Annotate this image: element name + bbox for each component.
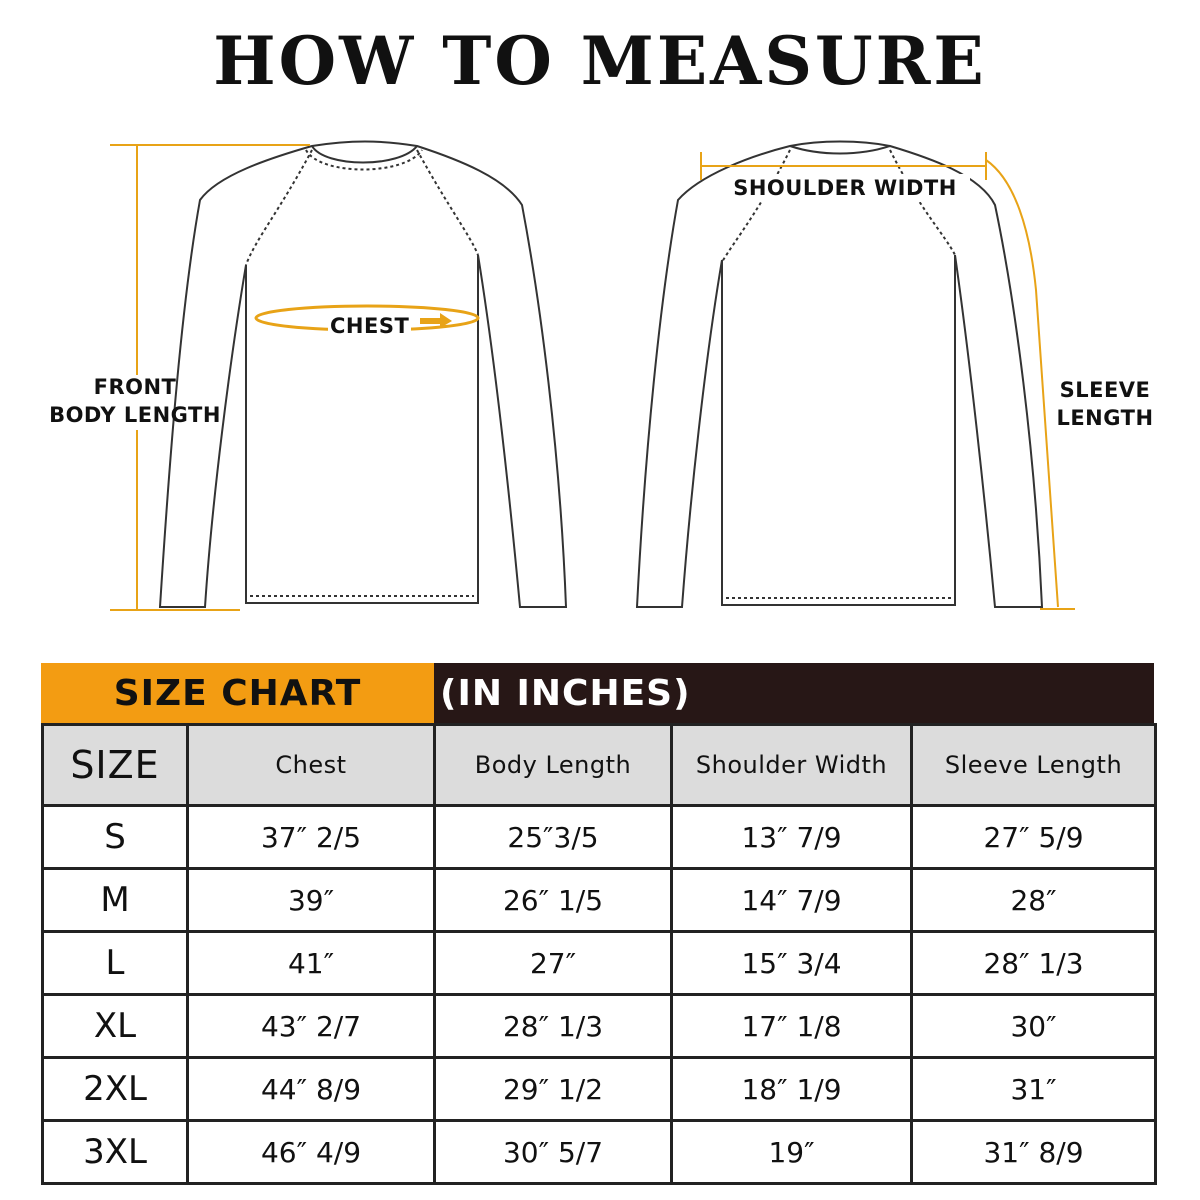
body-length-cell: 25″3/5 <box>435 806 672 869</box>
body-length-cell: 27″ <box>435 932 672 995</box>
size-table <box>41 723 1157 1185</box>
body-length-cell: 28″ 1/3 <box>435 995 672 1058</box>
chest-cell: 39″ <box>188 869 435 932</box>
front-body-length-line2: BODY LENGTH <box>49 403 221 427</box>
sleeve-length-cell: 30″ <box>912 995 1156 1058</box>
column-header-size: SIZE <box>43 725 188 806</box>
column-header-chest: Chest <box>188 725 435 806</box>
table-header-row <box>43 725 1156 806</box>
table-row <box>43 806 1156 869</box>
shoulder-width-cell: 18″ 1/9 <box>672 1058 912 1121</box>
chest-label: CHEST <box>330 314 410 338</box>
body-length-cell: 26″ 1/5 <box>435 869 672 932</box>
column-header-shoulder-width: Shoulder Width <box>672 725 912 806</box>
size-cell: M <box>43 869 188 932</box>
size-cell: L <box>43 932 188 995</box>
chest-cell: 37″ 2/5 <box>188 806 435 869</box>
page-title: HOW TO MEASURE <box>213 22 987 100</box>
size-cell: 2XL <box>43 1058 188 1121</box>
sleeve-length-cell: 28″ <box>912 869 1156 932</box>
front-body-length-line1: FRONT <box>93 375 177 399</box>
shoulder-width-cell: 13″ 7/9 <box>672 806 912 869</box>
size-cell: 3XL <box>43 1121 188 1184</box>
column-header-sleeve-length: Sleeve Length <box>912 725 1156 806</box>
sleeve-length-line1: SLEEVE <box>1059 378 1151 402</box>
chest-cell: 43″ 2/7 <box>188 995 435 1058</box>
body-length-cell: 30″ 5/7 <box>435 1121 672 1184</box>
size-chart-label: SIZE CHART <box>41 663 434 723</box>
shoulder-width-cell: 19″ <box>672 1121 912 1184</box>
sleeve-length-cell: 27″ 5/9 <box>912 806 1156 869</box>
column-header-body-length: Body Length <box>435 725 672 806</box>
table-row <box>43 995 1156 1058</box>
sleeve-length-line2: LENGTH <box>1056 406 1154 430</box>
sleeve-length-cell: 31″ 8/9 <box>912 1121 1156 1184</box>
table-row <box>43 1058 1156 1121</box>
front-body-length-label <box>40 373 230 429</box>
size-chart-unit: (IN INCHES) <box>434 663 1154 723</box>
back-shirt <box>637 142 1042 608</box>
shoulder-width-cell: 14″ 7/9 <box>672 869 912 932</box>
size-cell: XL <box>43 995 188 1058</box>
chest-cell: 41″ <box>188 932 435 995</box>
size-cell: S <box>43 806 188 869</box>
chest-cell: 46″ 4/9 <box>188 1121 435 1184</box>
table-row <box>43 1121 1156 1184</box>
sleeve-length-cell: 31″ <box>912 1058 1156 1121</box>
chest-cell: 44″ 8/9 <box>188 1058 435 1121</box>
table-row <box>43 932 1156 995</box>
sleeve-length-label <box>1050 376 1160 432</box>
shoulder-width-cell: 15″ 3/4 <box>672 932 912 995</box>
shoulder-width-label: SHOULDER WIDTH <box>720 174 970 202</box>
body-length-cell: 29″ 1/2 <box>435 1058 672 1121</box>
table-row <box>43 869 1156 932</box>
shoulder-width-cell: 17″ 1/8 <box>672 995 912 1058</box>
sleeve-length-cell: 28″ 1/3 <box>912 932 1156 995</box>
